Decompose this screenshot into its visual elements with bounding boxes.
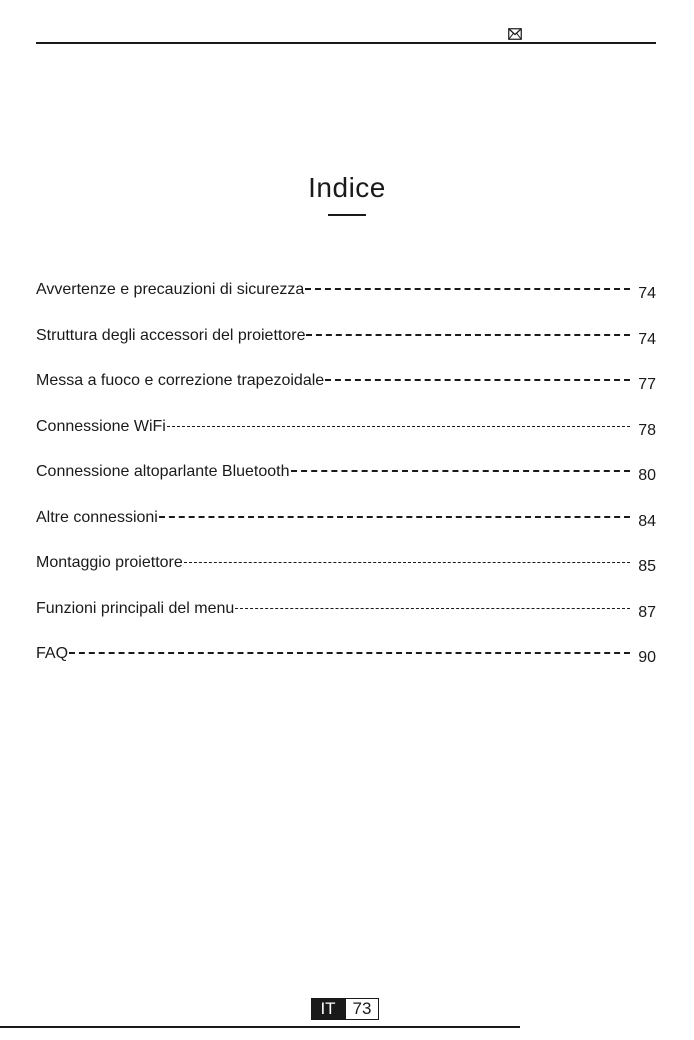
- page-title: Indice: [308, 172, 386, 203]
- table-of-contents: [36, 280, 656, 690]
- toc-leader: [184, 562, 630, 563]
- toc-entry-page: 90: [638, 649, 656, 666]
- toc-leader: [235, 608, 630, 609]
- toc-entry[interactable]: [36, 462, 656, 508]
- title-underline: [328, 214, 366, 216]
- toc-entry[interactable]: [36, 417, 656, 463]
- toc-entry-label: Funzioni principali del menu: [36, 599, 235, 617]
- page-number: 73: [345, 998, 379, 1020]
- toc-entry-label: FAQ: [36, 645, 69, 662]
- toc-leader: [306, 334, 630, 336]
- footer-rule: [0, 1026, 520, 1028]
- toc-entry-page: 87: [638, 603, 656, 621]
- toc-entry[interactable]: [36, 599, 656, 645]
- toc-entry-label: Connessione WiFi: [36, 417, 166, 435]
- toc-entry[interactable]: [36, 508, 656, 554]
- toc-leader: [159, 516, 630, 518]
- toc-entry-page: 80: [638, 467, 656, 484]
- toc-entry-label: Avvertenze e precauzioni di sicurezza: [36, 281, 305, 298]
- toc-leader: [325, 379, 630, 381]
- toc-leader: [69, 652, 630, 654]
- header-rule: [36, 42, 656, 44]
- toc-entry-page: 74: [638, 330, 656, 348]
- toc-entry-label: Struttura degli accessori del proiettore: [36, 326, 306, 344]
- toc-entry[interactable]: [36, 553, 656, 599]
- toc-leader: [167, 426, 630, 427]
- toc-entry-label: Messa a fuoco e correzione trapezoidale: [36, 372, 325, 389]
- toc-entry[interactable]: [36, 280, 656, 326]
- toc-entry-page: 85: [638, 558, 656, 575]
- page-badge: [311, 998, 379, 1020]
- toc-entry-page: 78: [638, 421, 656, 439]
- toc-entry-label: Montaggio proiettore: [36, 554, 183, 571]
- toc-entry[interactable]: [36, 371, 656, 417]
- toc-entry-label: Connessione altoparlante Bluetooth: [36, 463, 290, 480]
- toc-entry-page: 74: [638, 285, 656, 302]
- language-label: IT: [311, 998, 345, 1020]
- toc-leader: [291, 470, 630, 472]
- toc-entry[interactable]: [36, 644, 656, 690]
- toc-entry-page: 84: [638, 512, 656, 530]
- toc-entry-label: Altre connessioni: [36, 508, 158, 526]
- toc-leader: [305, 288, 630, 290]
- toc-entry-page: 77: [638, 376, 656, 393]
- mail-icon: [508, 28, 522, 40]
- toc-entry[interactable]: [36, 326, 656, 372]
